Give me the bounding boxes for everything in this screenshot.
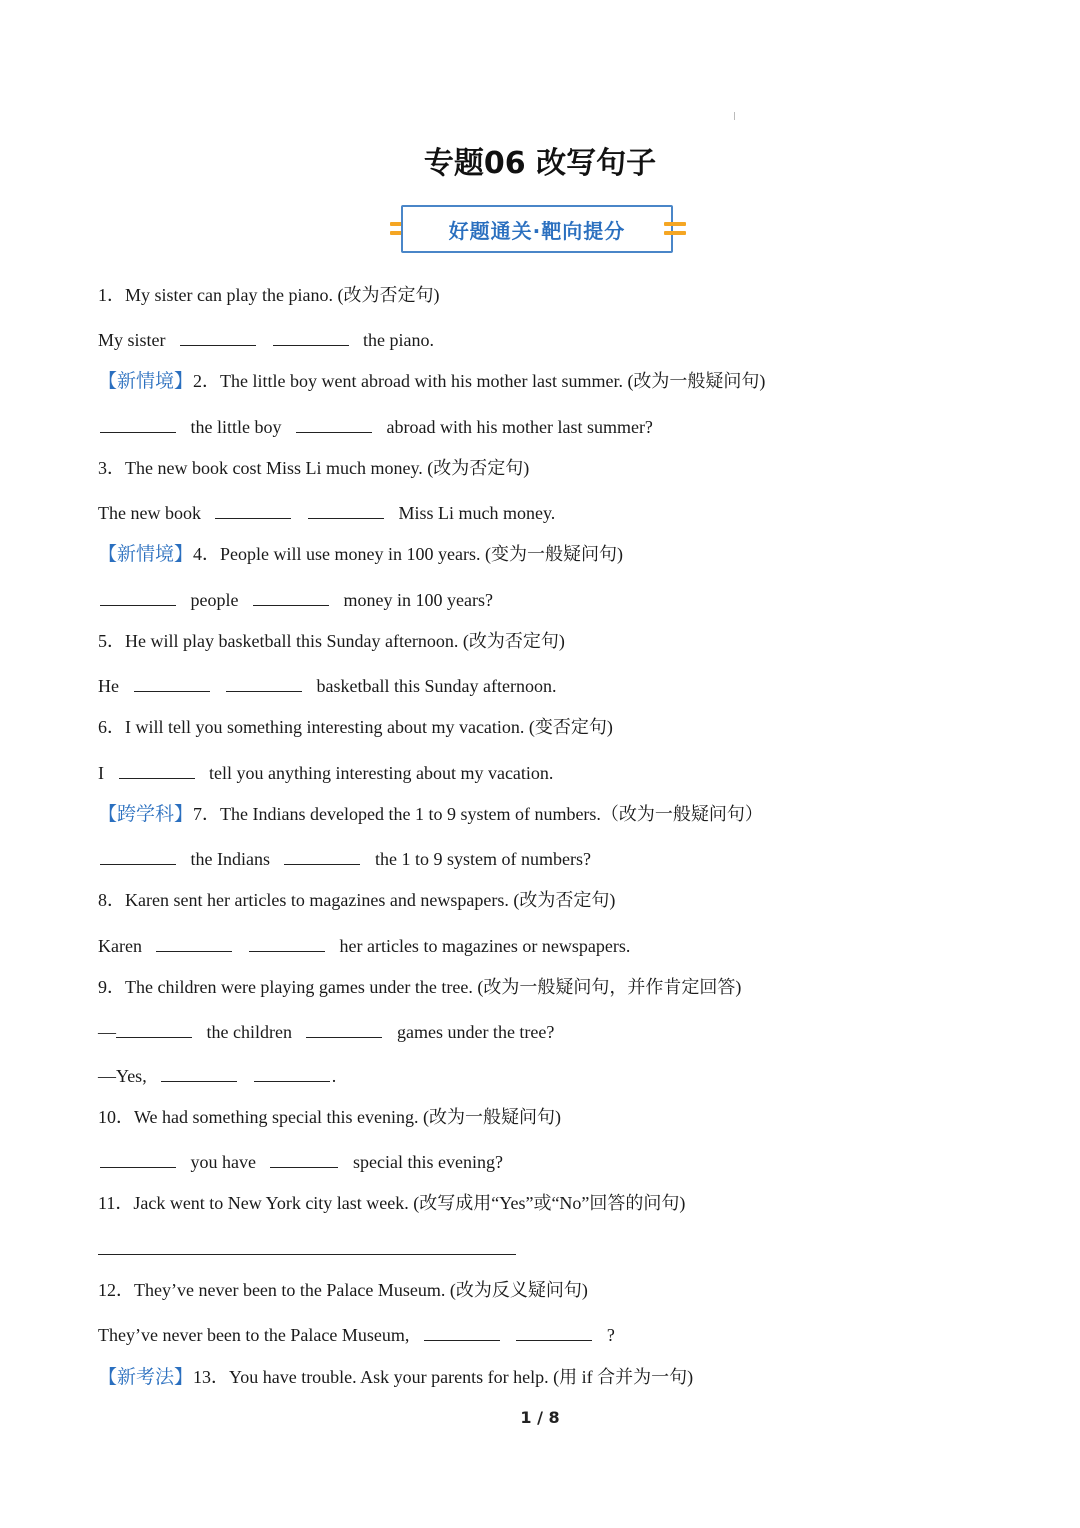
answer-text: Miss Li much money. — [398, 503, 556, 523]
question-9: 9．The children were playing games under the tree. (改为一般疑问句，并作肯定回答) — [98, 977, 742, 997]
answer-blank[interactable] — [270, 1149, 338, 1168]
answer-blank[interactable] — [249, 933, 325, 952]
answer-blank[interactable] — [516, 1322, 592, 1341]
banner-right-ornament-icon — [664, 220, 686, 238]
question-1: 1．My sister can play the piano. (改为否定句) — [98, 285, 440, 305]
question-tag: 【新情境】 — [98, 370, 194, 392]
answer-3 — [98, 500, 555, 524]
answer-text: her articles to magazines or newspapers. — [339, 936, 631, 956]
answer-text: tell you anything interesting about my vacation. — [209, 763, 554, 783]
answer-blank[interactable] — [100, 1149, 176, 1168]
answer-blank[interactable] — [424, 1322, 500, 1341]
answer-blank[interactable] — [308, 500, 384, 519]
answer-blank[interactable] — [100, 846, 176, 865]
answer-text: . — [331, 1066, 337, 1086]
question-text: 4．People will use money in 100 years. (变为一般疑问句) — [193, 544, 623, 564]
answer-text: abroad with his mother last summer? — [386, 417, 653, 437]
answer-text: the Indians — [190, 849, 270, 869]
section-banner: 好题通关·靶向提分 — [401, 205, 673, 253]
question-text: 2．The little boy went abroad with his mother last summer. (改为一般疑问句) — [193, 371, 766, 391]
answer-1 — [98, 327, 434, 351]
answer-blank[interactable] — [284, 846, 360, 865]
page-title: 专题06 改写句子 — [423, 146, 657, 181]
question-8: 8．Karen sent her articles to magazines and newspapers. (改为否定句) — [98, 890, 616, 910]
answer-text: the piano. — [363, 330, 434, 350]
answer-text: ? — [606, 1325, 615, 1345]
question-tag: 【新考法】 — [98, 1366, 194, 1388]
answer-blank[interactable] — [116, 1019, 192, 1038]
answer-12 — [98, 1322, 615, 1346]
answer-blank[interactable] — [226, 673, 302, 692]
answer-text: They’ve never been to the Palace Museum, — [98, 1325, 410, 1345]
answer-blank[interactable] — [273, 327, 349, 346]
question-11: 11．Jack went to New York city last week. (改写成用“Yes”或“No”回答的问句) — [98, 1193, 686, 1213]
answer-blank[interactable] — [180, 327, 256, 346]
answer-blank[interactable] — [215, 500, 291, 519]
question-12: 12．They’ve never been to the Palace Museum. (改为反义疑问句) — [98, 1280, 588, 1300]
question-text: 7．The Indians developed the 1 to 9 system of numbers.（改为一般疑问句） — [193, 804, 763, 824]
answer-blank[interactable] — [119, 760, 195, 779]
answer-text: basketball this Sunday afternoon. — [316, 676, 557, 696]
answer-2 — [98, 414, 653, 438]
answer-blank[interactable] — [156, 933, 232, 952]
answer-blank[interactable] — [254, 1063, 330, 1082]
answer-7 — [98, 846, 591, 870]
answer-10 — [98, 1149, 503, 1173]
question-tag: 【跨学科】 — [98, 803, 194, 825]
answer-blank[interactable] — [100, 414, 176, 433]
question-text: 13．You have trouble. Ask your parents for help. (用 if 合并为一句) — [193, 1367, 694, 1387]
answer-text: special this evening? — [352, 1152, 503, 1172]
answer-text: — — [98, 1022, 116, 1042]
question-10: 10．We had something special this evening. (改为一般疑问句) — [98, 1107, 561, 1127]
page-number: 1 / 8 — [520, 1408, 560, 1427]
question-4 — [98, 543, 623, 565]
answer-text: games under the tree? — [396, 1022, 555, 1042]
question-7 — [98, 803, 763, 825]
question-3: 3．The new book cost Miss Li much money. (改为否定句) — [98, 458, 530, 478]
answer-text: money in 100 years? — [343, 590, 493, 610]
question-5: 5．He will play basketball this Sunday afternoon. (改为否定句) — [98, 631, 565, 651]
answer-text: I — [98, 763, 104, 783]
answer-blank[interactable] — [253, 587, 329, 606]
answer-text: people — [190, 590, 239, 610]
answer-text: the children — [206, 1022, 292, 1042]
answer-text: you have — [190, 1152, 256, 1172]
answer-9-reply — [98, 1063, 336, 1087]
answer-9 — [98, 1019, 554, 1043]
answer-text: Karen — [98, 936, 142, 956]
answer-blank[interactable] — [100, 587, 176, 606]
answer-text: —Yes, — [98, 1066, 147, 1086]
answer-blank[interactable] — [161, 1063, 237, 1082]
answer-5 — [98, 673, 556, 697]
question-13 — [98, 1366, 693, 1388]
answer-11-line[interactable] — [98, 1254, 516, 1255]
answer-text: the little boy — [190, 417, 282, 437]
answer-text: The new book — [98, 503, 201, 523]
answer-text: the 1 to 9 system of numbers? — [374, 849, 591, 869]
answer-text: He — [98, 676, 119, 696]
question-tag: 【新情境】 — [98, 543, 194, 565]
answer-blank[interactable] — [306, 1019, 382, 1038]
answer-8 — [98, 933, 630, 957]
answer-6 — [98, 760, 553, 784]
answer-blank[interactable] — [134, 673, 210, 692]
answer-text: My sister — [98, 330, 166, 350]
answer-blank[interactable] — [296, 414, 372, 433]
question-2 — [98, 370, 765, 392]
answer-4 — [98, 587, 493, 611]
header-mark — [734, 112, 735, 120]
question-6: 6．I will tell you something interesting about my vacation. (变否定句) — [98, 717, 613, 737]
